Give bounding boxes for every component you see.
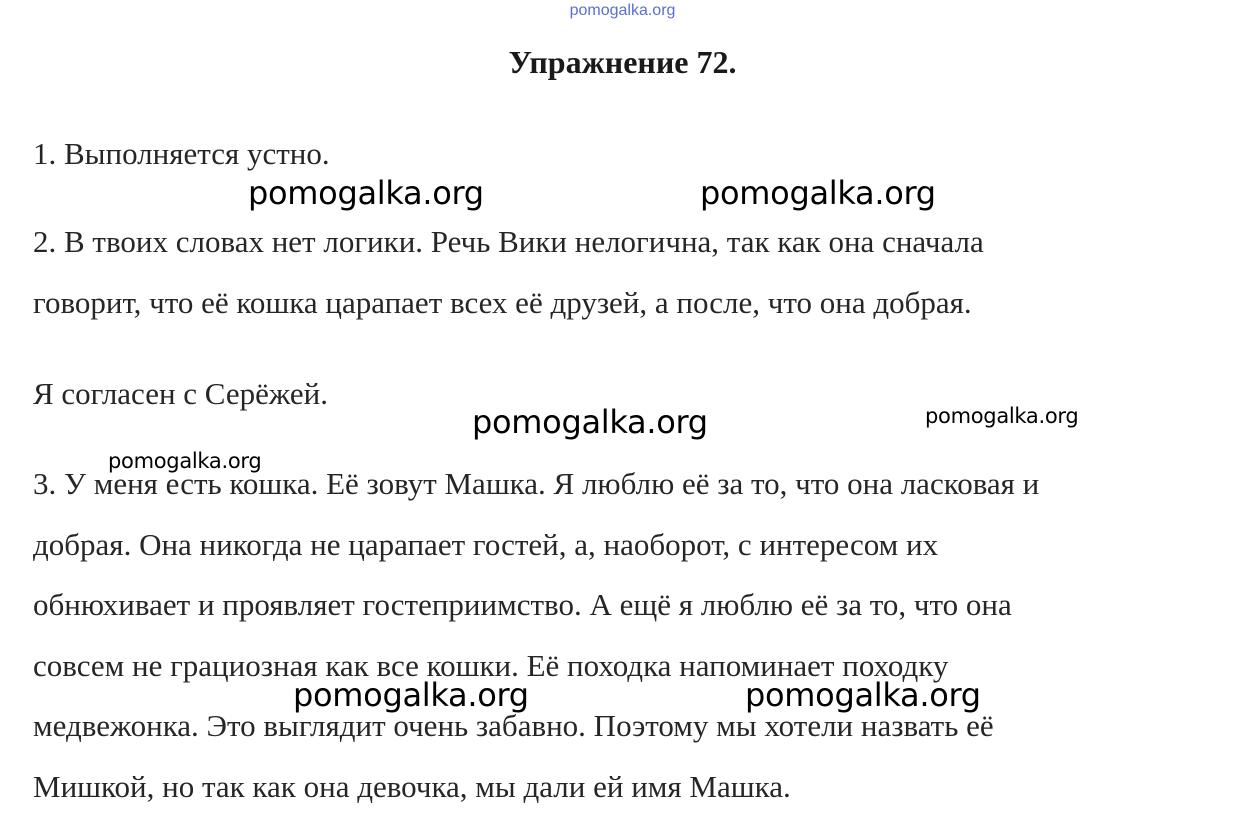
watermark-2: pomogalka.org [700,174,936,212]
text-line-7: обнюхивает и проявляет гостеприимство. А ещё я люблю её за то, что она [33,587,1012,622]
page-title: Упражнение 72. [508,44,737,80]
watermark-1: pomogalka.org [248,174,484,212]
text-line-10: Мишкой, но так как она девочка, мы дали ей имя Машка. [33,769,791,804]
watermark-7: pomogalka.org [745,676,981,714]
text-line-5: 3. У меня есть кошка. Её зовут Машка. Я люблю её за то, что она ласковая и [33,466,1040,501]
text-line-1: 1. Выполняется устно. [33,136,330,171]
text-line-2: 2. В твоих словах нет логики. Речь Вики нелогична, так как она сначала [33,224,984,259]
text-line-8: совсем не грациозная как все кошки. Её походка напоминает походку [33,648,949,683]
watermark-5: pomogalka.org [108,449,262,473]
text-line-3: говорит, что её кошка царапает всех её друзей, а после, что она добрая. [33,285,972,320]
text-line-9: медвежонка. Это выглядит очень забавно. Поэтому мы хотели назвать её [33,708,994,743]
text-line-4: Я согласен с Серёжей. [33,376,328,411]
text-line-6: добрая. Она никогда не царапает гостей, а, наоборот, с интересом их [33,527,939,562]
watermark-4: pomogalka.org [925,404,1079,428]
watermark-3: pomogalka.org [472,403,708,441]
top-watermark: pomogalka.org [569,2,676,19]
watermark-6: pomogalka.org [293,676,529,714]
